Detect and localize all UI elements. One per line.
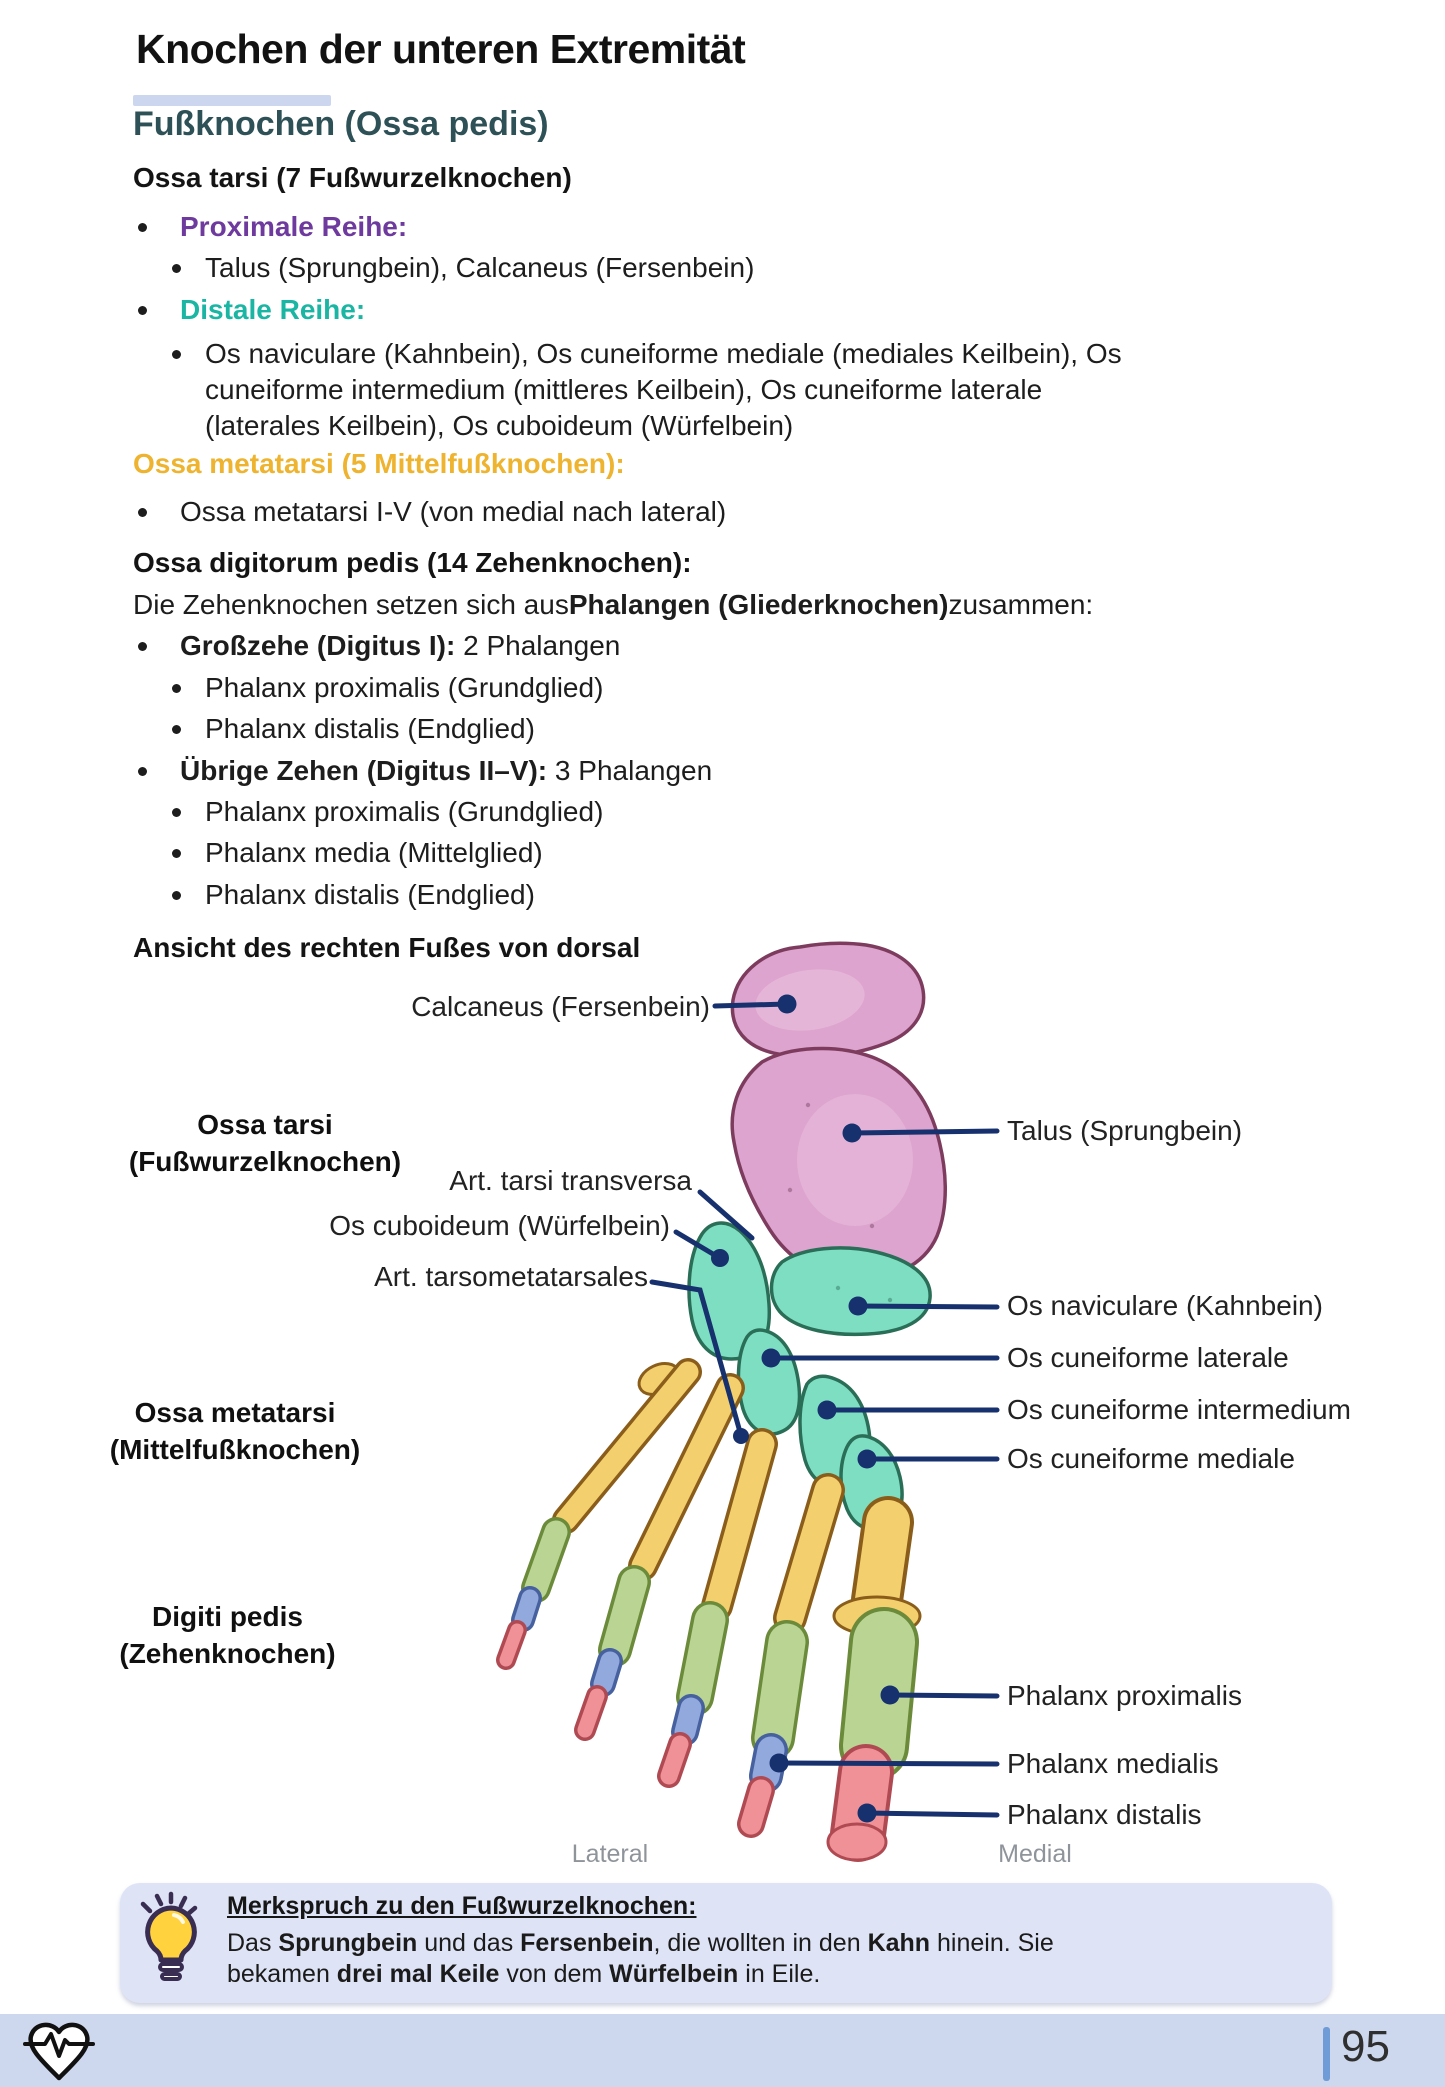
label-ossa-tarsi: Ossa tarsi (Fußwurzelknochen) [128,1109,402,1177]
label-phalanx-medialis: Phalanx medialis [1007,1748,1219,1779]
big-toe-phalanges [828,1642,886,1860]
label-cuneiforme-mediale: Os cuneiforme mediale [1007,1443,1295,1474]
label-lateral: Lateral [571,1840,649,1868]
label-digiti-pedis: Digiti pedis (Zehenknochen) [119,1601,336,1669]
page-number-bar [1323,2027,1330,2081]
bullet-label: Proximale Reihe: [180,211,408,242]
mnemonic-text: Das Sprungbein und das Fersenbein, die wollten in den Kahn hinein. Sie bekamen drei mal Keile von dem Würfelbein in Eile. [227,1929,1054,1988]
page-number: 95 [1341,2022,1390,2071]
bullet-text: Phalanx distalis (Endglied) [205,713,535,744]
label-art-tarsometatarsales: Art. tarsometatarsales [374,1261,648,1292]
bullet-text: Großzehe (Digitus I): 2 Phalangen [180,630,621,661]
mnemonic-title: Merkspruch zu den Fußwurzelknochen: [227,1892,697,1920]
metatarsal-2 [790,1490,828,1618]
heading-ossa-metatarsi: Ossa metatarsi (5 Mittelfußknochen): [133,448,625,479]
bone-calcaneus [732,943,923,1057]
label-cuneiforme-laterale: Os cuneiforme laterale [1007,1342,1289,1373]
footer-band [0,2014,1445,2087]
toe-4-phalanges [585,1582,634,1730]
bone-talus [732,1048,945,1279]
bullet-text: Talus (Sprungbein), Calcaneus (Fersenbein) [205,252,755,283]
bullet-text: Übrige Zehen (Digitus II–V): 3 Phalangen [180,755,713,786]
toe-5-phalanges [506,1532,556,1660]
heart-ekg-icon [22,2019,96,2085]
bullet-text: Phalanx proximalis (Grundglied) [205,672,604,703]
label-calcaneus: Calcaneus (Fersenbein) [411,991,710,1022]
section-heading-fussknochen: Fußknochen (Ossa pedis) [133,105,549,143]
toe-3-phalanges [669,1620,710,1776]
heading-ossa-tarsi: Ossa tarsi (7 Fußwurzelknochen) [133,162,572,193]
heading-ossa-digitorum: Ossa digitorum pedis (14 Zehenknochen): [133,547,692,578]
label-naviculare: Os naviculare (Kahnbein) [1007,1290,1323,1321]
label-cuboideum: Os cuboideum (Würfelbein) [329,1210,670,1241]
bone-cuneiforme-laterale [738,1330,799,1434]
page-title: Knochen der unteren Extremität [136,26,746,72]
bullet-label: Distale Reihe: [180,294,366,325]
metatarsal-3 [717,1444,762,1606]
heading-ansicht: Ansicht des rechten Fußes von dorsal [133,932,641,963]
paragraph-zehenknochen: Die Zehenknochen setzen sich aus Phalangen (Gliederknochen) zusammen: [133,589,1094,620]
label-ossa-metatarsi: Ossa metatarsi (Mittelfußknochen) [109,1397,361,1465]
label-cuneiforme-intermedium: Os cuneiforme intermedium [1007,1394,1351,1425]
bullet-text: Phalanx media (Mittelglied) [205,837,543,868]
bullet-text: Phalanx proximalis (Grundglied) [205,796,604,827]
bullet-text: Os naviculare (Kahnbein), Os cuneiforme mediale (mediales Keilbein), Os cuneiforme intermedium (mittleres Keilbein), Os cuneiforme laterale (laterales Keilbein), Os cuboideum (Würfelbein) [205,338,1122,441]
label-phalanx-proximalis: Phalanx proximalis [1007,1680,1242,1711]
label-phalanx-distalis: Phalanx distalis [1007,1799,1202,1830]
lightbulb-icon [133,1890,205,1990]
bullet-text: Phalanx distalis (Endglied) [205,879,535,910]
bullet-text: Ossa metatarsi I-V (von medial nach lateral) [180,496,727,527]
label-talus: Talus (Sprungbein) [1007,1115,1243,1146]
label-art-transversa: Art. tarsi transversa [449,1165,692,1196]
label-medial: Medial [998,1840,1072,1868]
toe-2-phalanges [751,1642,787,1824]
